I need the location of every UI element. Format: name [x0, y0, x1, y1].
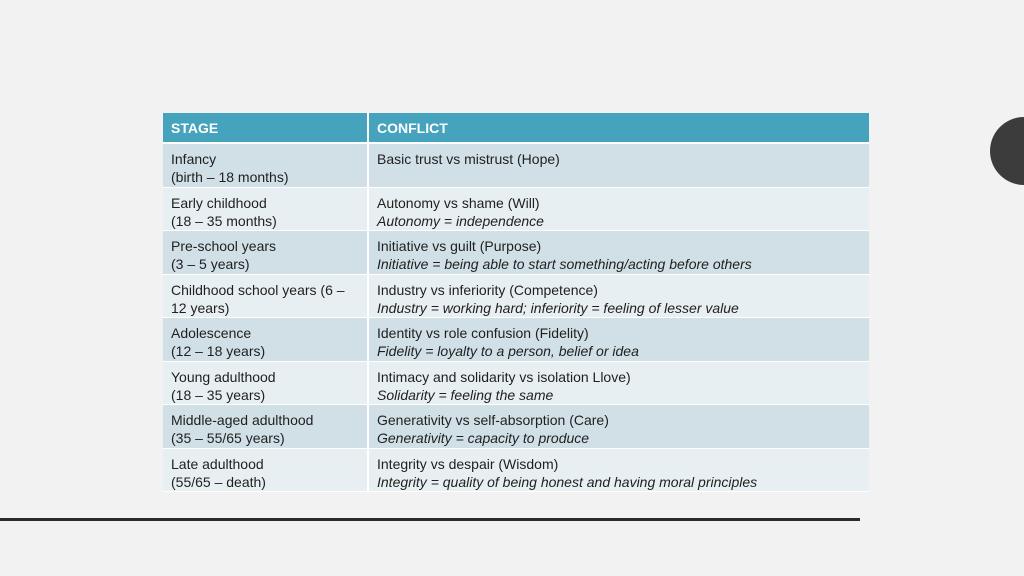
- table-row: [163, 231, 869, 275]
- conflict-cell: [367, 405, 869, 449]
- stage-name: Late adulthood: [171, 455, 264, 472]
- conflict-text: Generativity vs self-absorption (Care): [377, 412, 609, 428]
- stage-name: Middle-aged adulthood: [171, 412, 314, 428]
- stage-age-range: (12 – 18 years): [171, 343, 266, 359]
- definition-text: Solidarity = feeling the same: [377, 386, 554, 403]
- table-row: [163, 318, 869, 362]
- stages-table: [163, 113, 869, 492]
- conflict-text: Initiative vs guilt (Purpose): [377, 238, 542, 254]
- conflict-cell: [367, 188, 869, 232]
- stage-cell: [163, 275, 367, 319]
- conflict-text: Identity vs role confusion (Fidelity): [377, 325, 589, 341]
- stage-age-range: (birth – 18 months): [171, 169, 289, 185]
- conflict-cell: [367, 231, 869, 275]
- slide-nav-circle[interactable]: [990, 117, 1024, 185]
- conflict-cell: [367, 449, 869, 493]
- table-header-row: [163, 113, 869, 144]
- definition-text: Fidelity = loyalty to a person, belief or idea: [377, 343, 639, 359]
- definition-text: Initiative = being able to start something/acting before others: [377, 256, 752, 272]
- conflict-cell: [367, 144, 869, 188]
- stage-name: Adolescence: [171, 325, 252, 341]
- table-row: [163, 449, 869, 493]
- conflict-text: Intimacy and solidarity vs isolation Llove): [377, 368, 631, 385]
- table-row: [163, 144, 869, 188]
- definition-text: Autonomy = independence: [377, 212, 544, 229]
- stage-cell: [163, 449, 367, 493]
- conflict-text: Autonomy vs shame (Will): [377, 194, 540, 211]
- conflict-text: Basic trust vs mistrust (Hope): [377, 151, 560, 167]
- stage-age-range: (3 – 5 years): [171, 256, 250, 272]
- stage-cell: [163, 144, 367, 188]
- conflict-cell: [367, 318, 869, 362]
- stage-age-range: (55/65 – death): [171, 473, 266, 490]
- table-row: [163, 275, 869, 319]
- stage-cell: [163, 231, 367, 275]
- table-row: [163, 362, 869, 406]
- stage-name: Infancy: [171, 151, 217, 167]
- stage-name: Early childhood: [171, 194, 267, 211]
- conflict-text: Integrity vs despair (Wisdom): [377, 455, 559, 472]
- stage-column-header: STAGE: [163, 113, 367, 144]
- conflict-text: Industry vs inferiority (Competence): [377, 281, 598, 298]
- table-row: [163, 188, 869, 232]
- definition-text: Integrity = quality of being honest and having moral principles: [377, 473, 758, 490]
- conflict-cell: [367, 275, 869, 319]
- stage-cell: [163, 362, 367, 406]
- stage-age-range: (18 – 35 months): [171, 212, 277, 229]
- stage-cell: [163, 318, 367, 362]
- definition-text: Generativity = capacity to produce: [377, 430, 590, 446]
- conflict-column-header: CONFLICT: [367, 113, 869, 144]
- stage-cell: [163, 188, 367, 232]
- stage-cell: [163, 405, 367, 449]
- table-row: [163, 405, 869, 449]
- conflict-cell: [367, 362, 869, 406]
- stage-name: Pre-school years: [171, 238, 277, 254]
- stage-name: Childhood school years (6 – 12 years): [171, 281, 345, 316]
- stage-age-range: (18 – 35 years): [171, 386, 266, 403]
- bottom-divider: [0, 518, 860, 521]
- stage-age-range: (35 – 55/65 years): [171, 430, 285, 446]
- definition-text: Industry = working hard; inferiority = feeling of lesser value: [377, 299, 739, 316]
- stage-name: Young adulthood: [171, 368, 276, 385]
